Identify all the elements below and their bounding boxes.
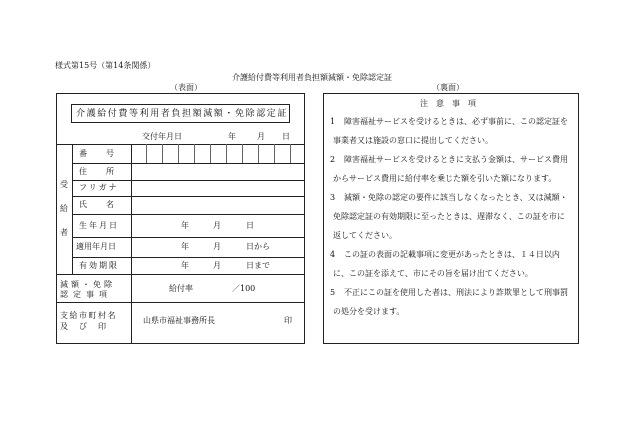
front-side-label: （表面） xyxy=(170,83,202,92)
benefit-rate-label: 給付率 xyxy=(169,284,193,293)
back-side-label: （裏面） xyxy=(432,83,464,92)
unit-year: 年 xyxy=(181,242,189,251)
issue-date-month: 月 xyxy=(257,132,265,141)
unit-day-until: 日まで xyxy=(246,261,270,270)
unit-year: 年 xyxy=(181,261,189,270)
notice-item-num: 3 xyxy=(330,193,336,202)
row-label-number: 番 号 xyxy=(79,149,115,158)
issuer-seal: 印 xyxy=(284,316,292,325)
form-title: 介護給付費等利用者負担額減額・免除認定証 xyxy=(232,73,392,82)
front-card-border xyxy=(56,93,305,344)
issue-date-day: 日 xyxy=(282,132,290,141)
notice-line: 事業者又は施設の窓口に提出してください。 xyxy=(333,136,493,145)
recipient-char: 受 xyxy=(60,180,68,189)
row-label-address: 住 所 xyxy=(79,167,115,176)
unit-month: 月 xyxy=(213,221,221,230)
unit-month: 月 xyxy=(213,261,221,270)
recipient-char: 者 xyxy=(60,228,68,237)
notice-line: の処分を受けます。 xyxy=(333,307,405,316)
unit-day: 日 xyxy=(246,221,254,230)
notice-title: 注 意 事 項 xyxy=(420,99,476,108)
issuer-label-2: 及 び 印 xyxy=(60,322,108,331)
notice-line: 障害福祉サービスを受けるときは、必ず事前に、この認定証を xyxy=(344,117,568,126)
notice-line: 返してください。 xyxy=(333,231,397,240)
notice-item xyxy=(330,150,576,188)
inner-title: 介護給付費等利用者負担額減額・免除認定証 xyxy=(76,109,289,119)
notice-item xyxy=(330,283,576,321)
notice-line: からサービス費用に給付率を乗じた額を引いた額になります。 xyxy=(333,174,557,183)
recipient-char: 給 xyxy=(60,204,68,213)
row-label-applicable-date: 適用年月日 xyxy=(76,242,116,251)
unit-year: 年 xyxy=(181,221,189,230)
notice-item-num: 2 xyxy=(330,155,336,164)
notice-line: 障害福祉サービスを受けるときに支払う金額は、サービス費用 xyxy=(344,155,568,164)
benefit-rate-denominator: ／100 xyxy=(232,284,256,293)
issuer-name: 山県市福祉事務所長 xyxy=(143,316,215,325)
issue-date-label: 交付年月日 xyxy=(142,132,182,141)
notice-line: 減額・免除の認定の要件に該当しなくなったとき、又は減額・ xyxy=(344,193,568,202)
form-number: 様式第15号（第14条関係） xyxy=(55,61,156,70)
notice-item xyxy=(330,245,576,283)
notice-item-num: 5 xyxy=(330,288,336,297)
row-label-name: 氏 名 xyxy=(79,200,115,209)
issuer-label-1: 支給市町村名 xyxy=(60,311,117,320)
notice-list xyxy=(330,112,576,321)
notice-item-num: 4 xyxy=(330,250,336,259)
notice-item-num: 1 xyxy=(330,117,336,126)
notice-line: 免除認定証の有効期限に至ったときは、遅滞なく、この証を市に xyxy=(333,212,565,221)
inner-title-box xyxy=(71,104,290,123)
row-label-valid-until: 有効期限 xyxy=(79,261,119,270)
notice-item xyxy=(330,112,576,150)
row-label-birth-date: 生年月日 xyxy=(79,221,119,230)
notice-line: 不正にこの証を使用した者は、刑法により詐欺罪として刑事罰 xyxy=(344,288,568,297)
notice-line: この証の表面の記載事項に変更があったときは、１４日以内 xyxy=(344,250,560,259)
unit-day-from: 日から xyxy=(246,242,270,251)
reduction-label-1: 減額・免除 xyxy=(60,280,115,289)
notice-item xyxy=(330,188,576,245)
unit-month: 月 xyxy=(213,242,221,251)
row-label-furigana: フリガナ xyxy=(79,183,119,192)
reduction-label-2: 認定事項 xyxy=(60,290,112,299)
issue-date-year: 年 xyxy=(228,132,236,141)
notice-line: に、この証を添えて、市にその旨を届け出てください。 xyxy=(333,269,533,278)
